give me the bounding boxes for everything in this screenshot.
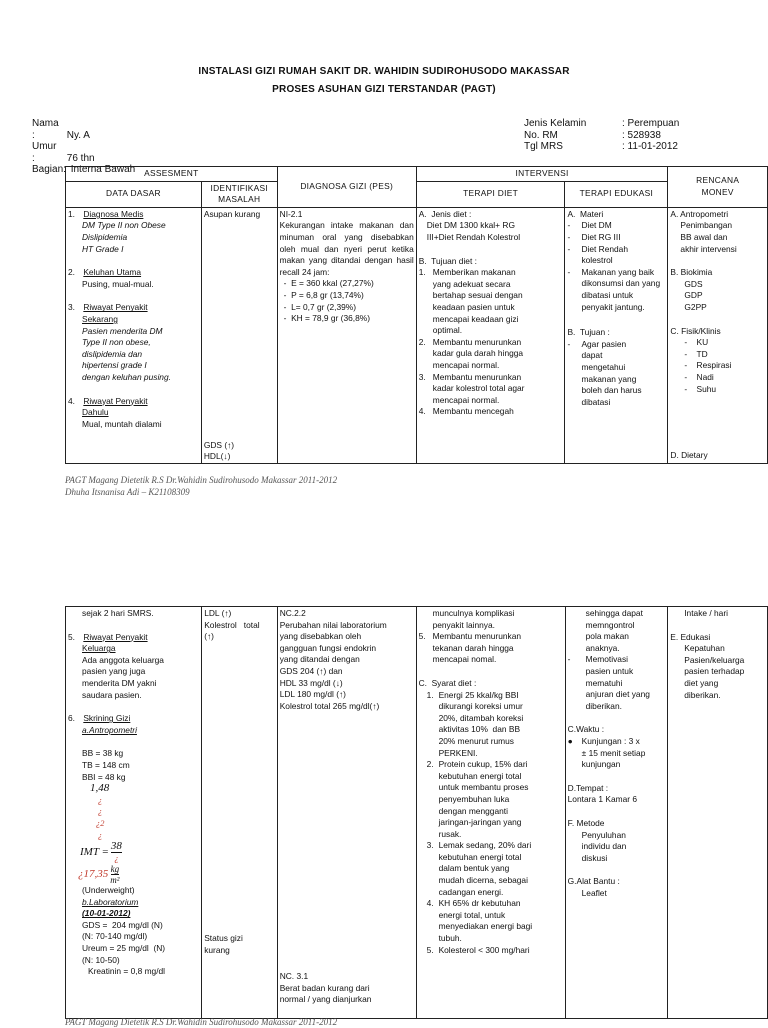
text-line: mencapai keadaan gizi: [432, 313, 519, 324]
diet-goal-item: [419, 267, 563, 337]
text-line: mudah dicerna, sebagai: [438, 875, 528, 886]
text-line: munculnya komplikasi: [432, 608, 515, 618]
motivasi-item: - Memotivasi pasien untuk mematuhi anjuran diet yang diberikan.: [567, 654, 650, 711]
rpd-line: Mual, muntah dialami: [82, 418, 162, 429]
text-line: 20%, ditambah koreksi: [438, 712, 524, 723]
problem-lab-group: [204, 440, 234, 463]
imt-unit-den: m²: [110, 875, 120, 886]
problem-item: Asupan kurang: [203, 208, 261, 219]
waktu-item: [568, 736, 666, 771]
text-line: individu dan: [581, 841, 627, 852]
recall-item: - KH = 78,9 gr (36,8%): [283, 313, 370, 324]
syarat-item: [427, 945, 563, 957]
materi-item: - Diet Rendah kolestrol: [567, 244, 665, 267]
bb-value: BB = 38 kg: [82, 748, 124, 759]
cell-terapi-diet: [416, 207, 565, 463]
cell-identifikasi: [201, 207, 277, 463]
text-line: kebutuhan energi total: [438, 851, 522, 862]
cell-terapi-edukasi-cont: [565, 607, 668, 1019]
lab-gds: GDS = 204 mg/dl (N): [82, 919, 163, 930]
diet-goal-text: [433, 267, 523, 337]
motivasi-text: [586, 654, 650, 712]
text-line: dibatasi: [581, 396, 611, 407]
tb-value: TB = 148 cm: [82, 759, 130, 770]
cell-identifikasi-cont: [202, 607, 278, 1019]
cell-rencana-monev: [668, 207, 768, 463]
recall-list: [280, 278, 414, 324]
item-number: 4.: [426, 898, 434, 909]
text-line: anjuran diet yang: [585, 689, 650, 700]
text-line: Memberikan makanan: [432, 267, 516, 278]
monev-fisik-title: C. Fisik/Klinis: [670, 325, 721, 336]
monev-antropometri-title: A. Antropometri: [670, 208, 729, 219]
document-title: PROSES ASUHAN GIZI TERSTANDAR (PAGT): [272, 84, 496, 95]
text-line: akhir intervensi: [680, 243, 737, 254]
institution-title: INSTALASI GIZI RUMAH SAKIT DR. WAHIDIN SUDIROHUSODO MAKASSAR: [198, 66, 570, 77]
text-line: dapat: [581, 350, 603, 361]
bullet-icon: ●: [567, 735, 573, 746]
text-line: GDS 204 (↑) dan: [279, 665, 343, 676]
text-line: mematuhi: [585, 677, 623, 688]
monev-edukasi-title: E. Edukasi: [670, 631, 711, 642]
text-line: menderita DM yakni: [82, 677, 157, 688]
imt-label: IMT =: [80, 845, 109, 858]
syarat-text: [439, 759, 529, 840]
diet-goal-item: [419, 372, 563, 407]
cell-diagnosa: [277, 207, 416, 463]
cell-rencana-monev-cont: [668, 607, 768, 1019]
lab-title: b.Laboratorium: [82, 896, 139, 907]
diagnosis-code: NI-2.1: [279, 208, 303, 219]
diagnosa-line: DM Type II non Obese: [82, 220, 166, 231]
diet-goal-text: [433, 406, 514, 418]
diagnosa-line: HT Grade I: [82, 243, 124, 254]
materi-text: Diet RG III: [581, 231, 621, 242]
pagt-table-page2: [65, 606, 768, 1019]
monev-item: - Suhu: [684, 383, 717, 394]
text-line: sehingga dapat: [585, 608, 643, 618]
diet-goal-text: [433, 372, 525, 407]
admission-label: Tgl MRS: [524, 141, 563, 152]
diet-goal-title: B. Tujuan diet :: [418, 255, 477, 266]
text-line: 20% menurut rumus: [438, 735, 514, 746]
text-line: kebutuhan energi total: [438, 770, 522, 781]
text-line: pasien untuk: [585, 665, 634, 676]
monev-fisik-list: [670, 337, 765, 395]
syarat-text: [439, 690, 524, 760]
header-intervensi: INTERVENSI: [416, 167, 668, 182]
materi-text: Makanan yang baik dikonsumsi dan yang dibatasi untuk penyakit jantung.: [581, 266, 661, 312]
text-line: Penimbangan: [680, 220, 733, 231]
text-line: boleh dan harus: [581, 385, 642, 396]
text-line: dikurangi koreksi umur: [438, 701, 523, 712]
lab-date: (10-01-2012): [82, 908, 131, 919]
name-label: Nama :: [32, 118, 59, 141]
monev-item-text: Respirasi: [696, 360, 732, 371]
text-line: diberikan.: [684, 689, 721, 700]
diet-goal-item: [419, 406, 563, 418]
text-line: kunjungan: [581, 759, 621, 770]
materi-item: - Diet RG III: [567, 231, 621, 242]
rps-title: Riwayat Penyakit: [83, 302, 148, 313]
item-number: 5.: [68, 631, 75, 642]
imt-numerator: 38: [110, 840, 122, 853]
gender-value: : Perempuan: [622, 118, 680, 129]
formula-fragment: 1,48: [90, 782, 110, 795]
pagt-table-page1: [65, 166, 768, 464]
text-line: kadar gula darah hingga: [432, 348, 524, 359]
imt-result: [68, 864, 199, 885]
diagnosis-nc31: [280, 971, 372, 1006]
text-line: Membantu menurunkan: [432, 371, 522, 382]
text-line: diberikan.: [585, 700, 622, 711]
patient-info-right: [524, 118, 679, 153]
metode-title: F. Metode: [567, 817, 605, 828]
text-line: dalam bentuk yang: [438, 863, 510, 874]
antropometri-title: a.Antropometri: [82, 724, 137, 735]
rps-title: Sekarang: [82, 313, 118, 324]
diet-type-title: A. Jenis diet :: [418, 208, 472, 219]
keluhan-block: [68, 267, 199, 290]
patient-age-row: [32, 141, 135, 164]
header-assesment: ASSESMENT: [66, 167, 278, 182]
text-line: LDL 180 mg/dl (↑): [279, 689, 346, 700]
text-line: Kolestrol total 265 mg/dl(↑): [279, 700, 380, 711]
diet-goal-text: [433, 337, 523, 372]
monev-item: - KU: [684, 337, 709, 348]
problem-item: LDL (↑): [204, 608, 232, 618]
text-line: pasien yang juga: [82, 666, 146, 677]
text-line: yang adekuat secara: [432, 278, 511, 289]
text-line: Lemak sedang, 20% dari: [438, 840, 532, 851]
imt-formula: [68, 841, 199, 864]
materi-item: - Makanan yang baik dikonsumsi dan yang dibatasi untuk penyakit jantung.: [567, 267, 665, 313]
syarat-item: [427, 690, 563, 760]
item-number: 6.: [68, 713, 75, 724]
rpd-title: Riwayat Penyakit: [83, 395, 148, 406]
ward-value: Interna Bawah: [70, 164, 136, 175]
materi-text: Diet DM: [581, 220, 612, 231]
alat-bantu-title: G.Alat Bantu :: [567, 876, 620, 887]
formula-fragment: ¿: [98, 830, 103, 840]
text-line: untuk membantu proses: [438, 782, 529, 793]
age-label: Umur :: [32, 141, 57, 164]
tujuan-title: B. Tujuan :: [567, 327, 610, 338]
diagnosa-line: Dislipidemia: [82, 231, 128, 242]
alat-bantu-value: Leaflet: [581, 887, 607, 898]
imt-unit-fraction: [110, 864, 119, 885]
text-line: optimal.: [432, 325, 463, 336]
text-line: HDL 33 mg/dl (↓): [279, 677, 343, 688]
monev-item: GDS: [684, 278, 703, 289]
item-number: 4.: [68, 395, 75, 406]
keluhan-title: Keluhan Utama: [83, 267, 142, 278]
text-line: jaringan-jaringan yang: [438, 817, 522, 828]
footer-author: Dhuha Itsnanisa Adi – K21108309: [65, 487, 190, 497]
text-line: cadangan energi.: [438, 886, 504, 897]
item-number: 3.: [426, 840, 434, 851]
header-diagnosa: DIAGNOSA GIZI (PES): [277, 167, 416, 208]
item-number: 5.: [418, 631, 426, 642]
skrining-block: [68, 713, 199, 978]
text-line: normal / yang dianjurkan: [279, 994, 372, 1005]
text-line: Kolesterol < 300 mg/hari: [438, 944, 530, 955]
header-rencana: RENCANA MONEV: [668, 167, 768, 208]
text-line: pasien terhadap: [684, 666, 745, 677]
problem-item: Kolestrol total: [204, 619, 260, 630]
diet-goal-item: [419, 337, 563, 372]
header-data-dasar: DATA DASAR: [66, 181, 202, 207]
materi-item: - Diet DM: [567, 220, 612, 231]
text-line: penyembuhan luka: [438, 793, 510, 804]
text-line: penyakit lainnya.: [432, 619, 495, 630]
item-number: 3.: [68, 302, 75, 313]
item-number: 1.: [418, 267, 426, 278]
text-line: dengan mengganti: [438, 805, 508, 816]
rpd-title: Dahulu: [82, 407, 109, 418]
recall-value: E = 360 kkal (27,27%): [291, 278, 374, 289]
text-line: Pasien/keluarga: [684, 654, 745, 665]
item-number: 1.: [426, 689, 434, 700]
footer-line: PAGT Magang Dietetik R.S Dr.Wahidin Sudirohusodo Makassar 2011-2012: [65, 475, 338, 485]
text-line: PERKENI.: [438, 747, 478, 758]
item-number: 1.: [68, 208, 75, 219]
imt-result-value: ¿17,35: [78, 867, 109, 880]
diet-type-line: Diet DM 1300 kkal+ RG: [426, 220, 515, 231]
syarat-text: [439, 945, 530, 957]
text-line: tubuh.: [438, 933, 462, 944]
problem-item: kurang: [204, 944, 230, 955]
text-line: diet yang: [684, 677, 719, 688]
formula-fragment: ¿: [98, 807, 103, 817]
text-line: rusak.: [438, 828, 462, 839]
monev-item-text: Nadi: [696, 371, 714, 382]
text-line: sejak 2 hari SMRS.: [82, 608, 154, 618]
text-line: Membantu mencegah: [432, 406, 514, 417]
monev-item-text: KU: [696, 337, 709, 348]
text-line: yang disebabkan oleh: [279, 631, 362, 642]
header-identifikasi: IDENTIFIKASI MASALAH: [201, 181, 277, 207]
page-footer-1: [65, 474, 337, 498]
rps-line: hipertensi grade I: [82, 360, 147, 371]
recall-item: - L= 0,7 gr (2,39%): [283, 301, 357, 312]
header-terapi-edukasi: TERAPI EDUKASI: [565, 181, 668, 207]
problem-item: Status gizi: [204, 933, 243, 943]
item-number: 2.: [68, 267, 75, 278]
text-line: tekanan darah hingga: [432, 642, 514, 653]
tempat-value: Lontara 1 Kamar 6: [567, 794, 638, 805]
text-line: Membantu menurunkan: [432, 336, 522, 347]
item-number: 4.: [418, 406, 426, 417]
syarat-item: [427, 840, 563, 898]
syarat-text: [439, 840, 532, 898]
rpk-block: [68, 632, 199, 702]
tujuan-cont: [568, 608, 666, 654]
text-line: Kunjungan : 3 x: [581, 735, 640, 746]
bbi-value: BBI = 48 kg: [82, 771, 126, 782]
rps-line: dislipidemia dan: [82, 348, 143, 359]
syarat-item: [427, 759, 563, 840]
text-line: kadar kolestrol total agar: [432, 383, 525, 394]
text-line: Perubahan nilai laboratorium: [279, 619, 387, 630]
skrining-title: Skrining Gizi: [83, 713, 131, 724]
text-line: Ada anggota keluarga: [82, 654, 164, 665]
problem-item: GDS (↑): [203, 439, 235, 450]
rps-line: Pasien menderita DM: [82, 325, 163, 336]
patient-name-row: [32, 118, 135, 141]
text-line: diskusi: [581, 852, 608, 863]
cell-data-dasar-cont: [66, 607, 202, 1019]
diagnosis-text: Kekurangan intake makanan dan minuman oral yang disebabkan oleh mual dan nyeri perut ketika makan yang ditandai dengan hasil recall 24 jam:: [279, 220, 414, 277]
text-line: energi total, untuk: [438, 909, 506, 920]
monev-biokimia-title: B. Biokimia: [670, 267, 713, 278]
mrn-row: [524, 130, 679, 142]
waktu-text: [582, 736, 646, 771]
formula-fragment: ¿2: [96, 818, 105, 828]
monev-item-text: TD: [696, 348, 708, 359]
text-line: keadaan pasien untuk: [432, 301, 515, 312]
text-line: KH 65% dr kebutuhan: [438, 898, 521, 909]
item-number: 2.: [426, 759, 434, 770]
text-line: anaknya.: [585, 642, 620, 653]
item-number: 5.: [426, 944, 434, 955]
recall-value: P = 6,8 gr (13,74%): [291, 289, 364, 300]
problem-status-gizi: [204, 933, 243, 956]
rps-line: dengan keluhan pusing.: [82, 371, 171, 382]
gender-label: Jenis Kelamin: [524, 118, 587, 129]
recall-item: - P = 6,8 gr (13,74%): [283, 289, 364, 300]
lab-gds-normal: (N: 70-140 mg/dl): [82, 931, 148, 942]
diet-goal-text: [433, 631, 521, 666]
problem-item: (↑): [204, 631, 214, 642]
text-line: pola makan: [585, 631, 629, 642]
lab-kreatinin: Kreatinin = 0,8 mg/dl: [88, 966, 166, 977]
name-value: Ny. A: [66, 129, 90, 141]
imt-unit-num: kg: [110, 864, 120, 875]
waktu-title: C.Waktu :: [567, 724, 605, 735]
text-line: Penyuluhan: [581, 829, 626, 840]
rps-line: Type II non obese,: [82, 337, 151, 348]
tujuan-text: [581, 339, 641, 409]
text-line: BB awal dan: [680, 231, 728, 242]
mrn-value: : 528938: [622, 129, 661, 141]
text-line: bertahap sesuai dengan: [432, 290, 523, 301]
rpk-title: Keluarga: [82, 643, 116, 654]
monev-item-text: Suhu: [696, 383, 717, 394]
text-line: mencapai normal.: [432, 359, 500, 370]
monev-item: G2PP: [684, 301, 707, 312]
syarat-diet-list: [419, 690, 563, 957]
formula-fragment: ¿: [98, 795, 103, 805]
diagnosis-code: NC.2.2: [279, 608, 306, 618]
imt-fraction: [111, 841, 122, 864]
recall-value: KH = 78,9 gr (36,8%): [291, 313, 370, 324]
cell-terapi-edukasi: [565, 207, 668, 463]
diagnosa-medis-block: [68, 209, 199, 255]
materi-title: A. Materi: [567, 208, 604, 219]
keluhan-value: Pusing, mual-mual.: [82, 278, 154, 289]
text-line: mencapai nomal.: [432, 654, 497, 665]
text-line: saudara pasien.: [82, 689, 142, 700]
diagnosis-code: NC. 3.1: [279, 971, 309, 981]
text-line: yang ditandai dengan: [279, 654, 360, 665]
recall-value: L= 0,7 gr (2,39%): [291, 301, 357, 312]
imt-denominator: ¿: [114, 854, 119, 864]
admission-row: [524, 141, 679, 153]
cell-diagnosa-cont: [277, 607, 416, 1019]
monev-item: GDP: [684, 290, 703, 301]
monev-item: - Nadi: [684, 371, 714, 382]
rpk-title: Riwayat Penyakit: [83, 631, 148, 642]
rpd-block: [68, 396, 199, 431]
ward-label: Bagian:: [32, 164, 66, 175]
syarat-item: [427, 898, 563, 944]
text-line: Membantu menurunkan: [432, 631, 522, 642]
cell-data-dasar: [66, 207, 202, 463]
text-line: makanan yang: [581, 373, 637, 384]
text-line: memngontrol: [585, 619, 635, 630]
text-line: ± 15 menit setiap: [581, 747, 646, 758]
text-line: mencapai normal.: [432, 394, 500, 405]
problem-item: HDL(↓): [203, 451, 231, 462]
cell-terapi-diet-cont: [416, 607, 565, 1019]
item-number: 3.: [418, 371, 426, 382]
tujuan-item: - Agar pasien dapat mengetahui makanan yang boleh dan harus dibatasi: [567, 338, 642, 407]
diet-goal-item: [419, 631, 563, 666]
monev-dietary-title: D. Dietary: [670, 449, 708, 460]
text-line: Agar pasien: [581, 338, 627, 349]
text-line: aktivitas 10% dan BB: [438, 724, 521, 735]
gender-row: [524, 118, 679, 130]
diet-type-line: III+Diet Rendah Kolestrol: [426, 231, 521, 242]
recall-item: - E = 360 kkal (27,27%): [283, 278, 374, 289]
text-line: Memotivasi: [585, 654, 628, 665]
monev-item: - Respirasi: [684, 360, 732, 371]
lab-ureum-normal: (N: 10-50): [82, 954, 120, 965]
text-line: Energi 25 kkal/kg BBI: [438, 689, 519, 700]
mrn-label: No. RM: [524, 129, 558, 141]
syarat-diet-title: C. Syarat diet :: [418, 677, 477, 688]
text-line: Berat badan kurang dari: [279, 982, 370, 993]
tempat-title: D.Tempat :: [567, 782, 609, 793]
text-line: gangguan fungsi endokrin: [279, 642, 377, 653]
text-line: Protein cukup, 15% dari: [438, 759, 528, 770]
text-line: menyediakan energi bagi: [438, 921, 533, 932]
status-underweight: (Underweight): [82, 885, 135, 896]
materi-text: Diet Rendah kolestrol: [581, 243, 628, 266]
text-line: Intake / hari: [684, 608, 728, 618]
text-line: mengetahui: [581, 361, 626, 372]
header-terapi-diet: TERAPI DIET: [416, 181, 565, 207]
page-footer-2: [65, 1016, 337, 1028]
syarat-text: [439, 898, 533, 944]
monev-item: - TD: [684, 348, 708, 359]
lab-ureum: Ureum = 25 mg/dl (N): [82, 943, 166, 954]
footer-line: PAGT Magang Dietetik R.S Dr.Wahidin Sudirohusodo Makassar 2011-2012: [65, 1017, 338, 1027]
rps-block: [68, 302, 199, 383]
admission-value: : 11-01-2012: [622, 141, 678, 152]
age-value: 76 thn: [66, 152, 95, 164]
diagnosa-medis-title: Diagnosa Medis: [83, 208, 144, 219]
text-line: Kepatuhan: [684, 643, 725, 654]
item-number: 2.: [418, 336, 426, 347]
